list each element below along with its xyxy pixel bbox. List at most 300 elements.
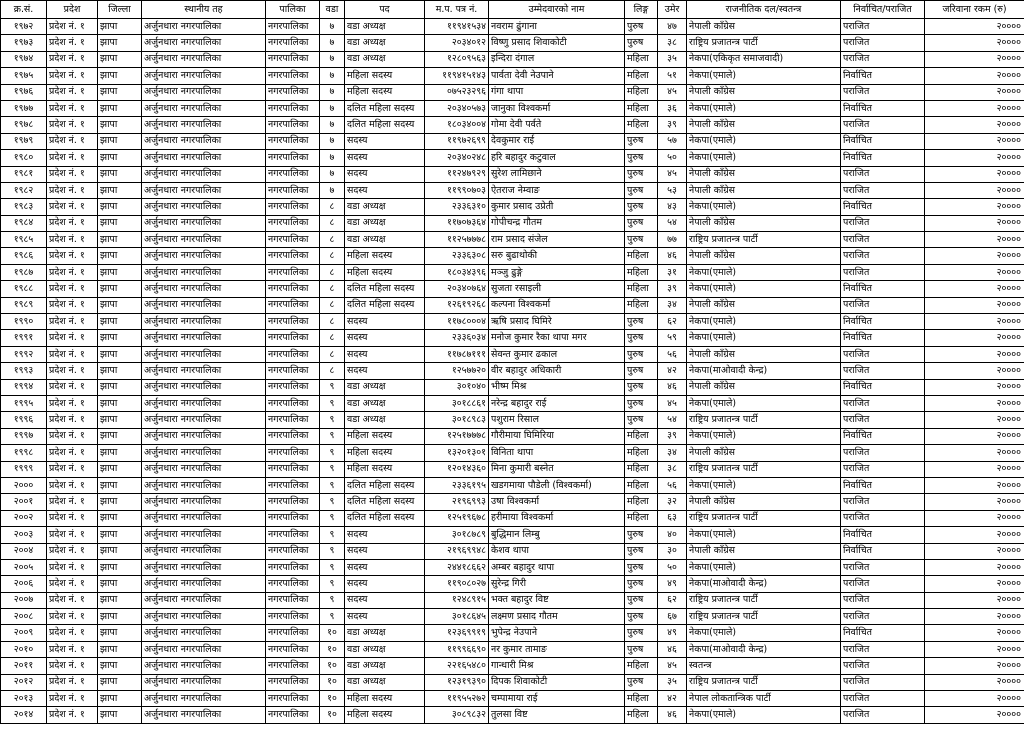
cell-gender: पुरुष (625, 150, 658, 166)
cell-province: प्रदेश नं. १ (47, 609, 98, 625)
cell-ward: ७ (320, 100, 345, 116)
cell-municipality-type: नगरपालिका (266, 35, 320, 51)
cell-party: नेपाली काँग्रेस (687, 117, 841, 133)
cell-candidate-name: हरीमाया विश्वकर्मा (489, 510, 625, 526)
header-fine-amount: जरिवाना रकम (रु) (925, 1, 1024, 19)
cell-party: नेकपा(एमाले) (687, 264, 841, 280)
cell-candidate-name: राम प्रसाद संजेल (489, 232, 625, 248)
cell-district: झापा (98, 314, 142, 330)
cell-result: निर्वाचित (841, 68, 925, 84)
cell-local-level: अर्जुनधारा नगरपालिका (142, 314, 266, 330)
cell-gender: पुरुष (625, 412, 658, 428)
cell-gender: पुरुष (625, 363, 658, 379)
cell-post: दलित महिला सदस्य (345, 281, 425, 297)
cell-ward: ९ (320, 559, 345, 575)
cell-party: नेपाली काँग्रेस (687, 248, 841, 264)
cell-candidate-name: ऐतराज नेम्वाङ (489, 182, 625, 198)
cell-ward: ९ (320, 543, 345, 559)
cell-party: नेकपा(एमाले) (687, 68, 841, 84)
cell-ward: ९ (320, 576, 345, 592)
cell-province: प्रदेश नं. १ (47, 232, 98, 248)
cell-local-level: अर्जुनधारा नगरपालिका (142, 182, 266, 198)
table-row (1, 592, 1024, 608)
cell-province: प्रदेश नं. १ (47, 674, 98, 690)
cell-result: पराजित (841, 707, 925, 723)
cell-municipality-type: नगरपालिका (266, 19, 320, 35)
cell-district: झापा (98, 363, 142, 379)
cell-fine-amount: २०००० (925, 658, 1024, 674)
cell-ward: ८ (320, 215, 345, 231)
cell-municipality-type: नगरपालिका (266, 445, 320, 461)
cell-age: ५० (658, 559, 687, 575)
cell-serial: १९८५ (1, 232, 47, 248)
cell-candidate-name: मनोज कुमार रैका थापा मगर (489, 330, 625, 346)
cell-party: नेकपा(एमाले) (687, 330, 841, 346)
cell-municipality-type: नगरपालिका (266, 379, 320, 395)
cell-party: नेकपा(एमाले) (687, 100, 841, 116)
cell-local-level: अर्जुनधारा नगरपालिका (142, 297, 266, 313)
table-row (1, 215, 1024, 231)
cell-gender: पुरुष (625, 641, 658, 657)
cell-municipality-type: नगरपालिका (266, 412, 320, 428)
cell-district: झापा (98, 346, 142, 362)
cell-fine-amount: २०००० (925, 264, 1024, 280)
cell-ward: ८ (320, 281, 345, 297)
cell-nomination-no: ३०१८६४५ (425, 609, 489, 625)
cell-ward: १० (320, 674, 345, 690)
cell-serial: २००१ (1, 494, 47, 510)
cell-age: ६७ (658, 609, 687, 625)
table-row (1, 674, 1024, 690)
cell-local-level: अर्जुनधारा नगरपालिका (142, 609, 266, 625)
cell-municipality-type: नगरपालिका (266, 346, 320, 362)
cell-ward: ९ (320, 609, 345, 625)
cell-post: महिला सदस्य (345, 461, 425, 477)
cell-age: ४६ (658, 379, 687, 395)
cell-nomination-no: ११९९०७०३ (425, 182, 489, 198)
cell-serial: १९९६ (1, 412, 47, 428)
header-gender: लिङ्ग (625, 1, 658, 19)
cell-post: सदस्य (345, 314, 425, 330)
table-row (1, 35, 1024, 51)
cell-candidate-name: विनिता थापा (489, 445, 625, 461)
table-row (1, 527, 1024, 543)
cell-age: ३९ (658, 428, 687, 444)
cell-local-level: अर्जुनधारा नगरपालिका (142, 150, 266, 166)
cell-party: नेकपा(माओवादी केन्द्र) (687, 363, 841, 379)
cell-province: प्रदेश नं. १ (47, 658, 98, 674)
cell-nomination-no: २१९६९९३ (425, 494, 489, 510)
cell-province: प्रदेश नं. १ (47, 494, 98, 510)
cell-gender: पुरुष (625, 559, 658, 575)
table-row (1, 461, 1024, 477)
cell-result: पराजित (841, 35, 925, 51)
cell-municipality-type: नगरपालिका (266, 330, 320, 346)
cell-local-level: अर्जुनधारा नगरपालिका (142, 494, 266, 510)
cell-municipality-type: नगरपालिका (266, 559, 320, 575)
cell-ward: ७ (320, 68, 345, 84)
table-row (1, 477, 1024, 493)
cell-gender: पुरुष (625, 199, 658, 215)
cell-gender: महिला (625, 428, 658, 444)
cell-municipality-type: नगरपालिका (266, 199, 320, 215)
cell-nomination-no: २३३६३१० (425, 199, 489, 215)
cell-serial: २००५ (1, 559, 47, 575)
cell-district: झापा (98, 166, 142, 182)
cell-local-level: अर्जुनधारा नगरपालिका (142, 51, 266, 67)
cell-nomination-no: १२५१७७७८ (425, 428, 489, 444)
cell-gender: महिला (625, 297, 658, 313)
cell-age: ३५ (658, 674, 687, 690)
cell-candidate-name: बुद्धिमान लिम्बु (489, 527, 625, 543)
cell-candidate-name: भीष्म मिश्र (489, 379, 625, 395)
cell-province: प्रदेश नं. १ (47, 100, 98, 116)
cell-party: नेपाली काँग्रेस (687, 19, 841, 35)
cell-nomination-no: ११२४७९२९ (425, 166, 489, 182)
cell-municipality-type: नगरपालिका (266, 363, 320, 379)
cell-age: ३५ (658, 51, 687, 67)
cell-post: वडा अध्यक्ष (345, 395, 425, 411)
cell-party: नेपाली काँग्रेस (687, 215, 841, 231)
cell-gender: पुरुष (625, 133, 658, 149)
cell-post: वडा अध्यक्ष (345, 215, 425, 231)
cell-post: सदस्य (345, 182, 425, 198)
cell-post: वडा अध्यक्ष (345, 658, 425, 674)
cell-municipality-type: नगरपालिका (266, 117, 320, 133)
cell-district: झापा (98, 182, 142, 198)
cell-local-level: अर्जुनधारा नगरपालिका (142, 68, 266, 84)
cell-gender: महिला (625, 51, 658, 67)
cell-candidate-name: अम्बर बहादुर थापा (489, 559, 625, 575)
cell-district: झापा (98, 248, 142, 264)
cell-fine-amount: २०००० (925, 314, 1024, 330)
cell-local-level: अर्जुनधारा नगरपालिका (142, 199, 266, 215)
cell-nomination-no: १२३६९९१९ (425, 625, 489, 641)
cell-nomination-no: १२५७७२० (425, 363, 489, 379)
cell-post: सदस्य (345, 150, 425, 166)
cell-candidate-name: सेवन्त कुमार ढकाल (489, 346, 625, 362)
cell-ward: ७ (320, 166, 345, 182)
cell-nomination-no: ३०१८८६१ (425, 395, 489, 411)
cell-candidate-name: भुपेन्द्र नेउपाने (489, 625, 625, 641)
cell-party: नेकपा(एमाले) (687, 395, 841, 411)
cell-ward: ९ (320, 428, 345, 444)
cell-district: झापा (98, 674, 142, 690)
cell-gender: महिला (625, 264, 658, 280)
cell-local-level: अर्जुनधारा नगरपालिका (142, 445, 266, 461)
cell-fine-amount: २०००० (925, 412, 1024, 428)
cell-party: नेकपा(माओवादी केन्द्र) (687, 641, 841, 657)
cell-gender: पुरुष (625, 674, 658, 690)
cell-post: वडा अध्यक्ष (345, 625, 425, 641)
cell-result: पराजित (841, 461, 925, 477)
cell-district: झापा (98, 527, 142, 543)
cell-local-level: अर्जुनधारा नगरपालिका (142, 166, 266, 182)
table-row (1, 100, 1024, 116)
cell-serial: १९७४ (1, 51, 47, 67)
cell-gender: महिला (625, 510, 658, 526)
cell-district: झापा (98, 281, 142, 297)
cell-district: झापा (98, 330, 142, 346)
cell-fine-amount: २०००० (925, 166, 1024, 182)
cell-serial: २००० (1, 477, 47, 493)
header-candidate-name: उम्मेदवारको नाम (489, 1, 625, 19)
cell-local-level: अर्जुनधारा नगरपालिका (142, 248, 266, 264)
cell-serial: २००७ (1, 592, 47, 608)
cell-party: नेकपा(एमाले) (687, 625, 841, 641)
cell-post: दलित महिला सदस्य (345, 494, 425, 510)
table-row (1, 658, 1024, 674)
cell-municipality-type: नगरपालिका (266, 232, 320, 248)
cell-candidate-name: ऋषि प्रसाद घिमिरे (489, 314, 625, 330)
cell-gender: पुरुष (625, 232, 658, 248)
cell-age: ३८ (658, 461, 687, 477)
cell-post: सदस्य (345, 133, 425, 149)
cell-gender: महिला (625, 100, 658, 116)
cell-nomination-no: ११७८०००४ (425, 314, 489, 330)
cell-nomination-no: ११९४१५१४३ (425, 68, 489, 84)
cell-district: झापा (98, 199, 142, 215)
table-row (1, 707, 1024, 723)
cell-party: स्वतन्त्र (687, 658, 841, 674)
cell-province: प्रदेश नं. १ (47, 625, 98, 641)
cell-ward: ८ (320, 264, 345, 280)
cell-result: पराजित (841, 510, 925, 526)
cell-gender: पुरुष (625, 314, 658, 330)
cell-municipality-type: नगरपालिका (266, 461, 320, 477)
cell-party: नेकपा(माओवादी केन्द्र) (687, 576, 841, 592)
cell-municipality-type: नगरपालिका (266, 592, 320, 608)
cell-province: प्रदेश नं. १ (47, 445, 98, 461)
cell-local-level: अर्जुनधारा नगरपालिका (142, 691, 266, 707)
cell-party: नेकपा(एमाले) (687, 281, 841, 297)
cell-post: सदस्य (345, 559, 425, 575)
cell-age: ३८ (658, 35, 687, 51)
cell-nomination-no: ०७५२३२९६ (425, 84, 489, 100)
table-row (1, 395, 1024, 411)
cell-ward: ८ (320, 363, 345, 379)
cell-fine-amount: २०००० (925, 346, 1024, 362)
cell-province: प्रदेश नं. १ (47, 461, 98, 477)
cell-nomination-no: ११९९६६९० (425, 641, 489, 657)
cell-result: पराजित (841, 346, 925, 362)
cell-local-level: अर्जुनधारा नगरपालिका (142, 281, 266, 297)
table-row (1, 379, 1024, 395)
table-row (1, 641, 1024, 657)
cell-province: प्रदेश नं. १ (47, 117, 98, 133)
cell-municipality-type: नगरपालिका (266, 297, 320, 313)
cell-result: पराजित (841, 592, 925, 608)
cell-candidate-name: सुजता रसाइली (489, 281, 625, 297)
cell-district: झापा (98, 35, 142, 51)
cell-result: पराजित (841, 445, 925, 461)
cell-district: झापा (98, 559, 142, 575)
table-row (1, 281, 1024, 297)
table-row (1, 346, 1024, 362)
cell-ward: ८ (320, 297, 345, 313)
cell-district: झापा (98, 297, 142, 313)
cell-district: झापा (98, 412, 142, 428)
header-municipality-type: पालिका (266, 1, 320, 19)
cell-fine-amount: २०००० (925, 363, 1024, 379)
cell-local-level: अर्जुनधारा नगरपालिका (142, 35, 266, 51)
cell-fine-amount: २०००० (925, 150, 1024, 166)
cell-municipality-type: नगरपालिका (266, 428, 320, 444)
cell-nomination-no: १२३१९३९० (425, 674, 489, 690)
cell-post: वडा अध्यक्ष (345, 379, 425, 395)
cell-province: प्रदेश नं. १ (47, 527, 98, 543)
cell-municipality-type: नगरपालिका (266, 166, 320, 182)
header-party: राजनीतिक दल/स्वतन्त्र (687, 1, 841, 19)
cell-result: पराजित (841, 559, 925, 575)
cell-district: झापा (98, 609, 142, 625)
cell-serial: १९७७ (1, 100, 47, 116)
table-row (1, 264, 1024, 280)
cell-municipality-type: नगरपालिका (266, 264, 320, 280)
cell-province: प्रदेश नं. १ (47, 68, 98, 84)
cell-result: पराजित (841, 19, 925, 35)
cell-municipality-type: नगरपालिका (266, 68, 320, 84)
cell-age: ७७ (658, 232, 687, 248)
table-header-row (1, 1, 1024, 19)
cell-district: झापा (98, 543, 142, 559)
cell-post: वडा अध्यक्ष (345, 232, 425, 248)
cell-gender: महिला (625, 68, 658, 84)
cell-province: प्रदेश नं. १ (47, 428, 98, 444)
cell-result: पराजित (841, 494, 925, 510)
cell-result: पराजित (841, 658, 925, 674)
cell-age: ४२ (658, 691, 687, 707)
cell-serial: १९८८ (1, 281, 47, 297)
cell-party: नेकपा(एकिकृत समाजवादी) (687, 51, 841, 67)
cell-candidate-name: मिना कुमारी बस्नेत (489, 461, 625, 477)
cell-party: राष्ट्रिय प्रजातन्त्र पार्टी (687, 232, 841, 248)
cell-municipality-type: नगरपालिका (266, 510, 320, 526)
cell-age: ६२ (658, 592, 687, 608)
cell-candidate-name: पार्वता देवी नेउपाने (489, 68, 625, 84)
cell-party: नेपाली काँग्रेस (687, 346, 841, 362)
cell-party: नेपाली काँग्रेस (687, 494, 841, 510)
cell-serial: १९८६ (1, 248, 47, 264)
cell-local-level: अर्जुनधारा नगरपालिका (142, 19, 266, 35)
cell-district: झापा (98, 592, 142, 608)
cell-local-level: अर्जुनधारा नगरपालिका (142, 527, 266, 543)
cell-result: निर्वाचित (841, 625, 925, 641)
cell-party: राष्ट्रिय प्रजातन्त्र पार्टी (687, 510, 841, 526)
cell-nomination-no: ११७०७३६४ (425, 215, 489, 231)
cell-age: ४५ (658, 395, 687, 411)
cell-province: प्रदेश नं. १ (47, 166, 98, 182)
cell-nomination-no: ३०१०४० (425, 379, 489, 395)
cell-ward: ९ (320, 379, 345, 395)
header-district: जिल्ला (98, 1, 142, 19)
cell-fine-amount: २०००० (925, 297, 1024, 313)
cell-candidate-name: लक्ष्मण प्रसाद गौतम (489, 609, 625, 625)
cell-age: ३२ (658, 494, 687, 510)
cell-gender: पुरुष (625, 330, 658, 346)
cell-serial: २०११ (1, 658, 47, 674)
cell-party: नेकपा(एमाले) (687, 150, 841, 166)
cell-party: नेकपा(एमाले) (687, 428, 841, 444)
cell-nomination-no: ११७८७१११ (425, 346, 489, 362)
cell-province: प्रदेश नं. १ (47, 215, 98, 231)
cell-nomination-no: १८०३४३९६ (425, 264, 489, 280)
cell-fine-amount: २०००० (925, 576, 1024, 592)
cell-gender: महिला (625, 494, 658, 510)
cell-district: झापा (98, 379, 142, 395)
cell-fine-amount: २०००० (925, 592, 1024, 608)
cell-gender: महिला (625, 461, 658, 477)
cell-nomination-no: ११९५५२७२ (425, 691, 489, 707)
cell-local-level: अर्जुनधारा नगरपालिका (142, 395, 266, 411)
cell-party: नेकपा(एमाले) (687, 477, 841, 493)
cell-party: नेकपा(एमाले) (687, 707, 841, 723)
cell-serial: २००३ (1, 527, 47, 543)
cell-serial: १९९९ (1, 461, 47, 477)
cell-nomination-no: १२०१४३६० (425, 461, 489, 477)
cell-post: महिला सदस्य (345, 707, 425, 723)
cell-ward: ७ (320, 35, 345, 51)
cell-post: दलित महिला सदस्य (345, 117, 425, 133)
cell-ward: ९ (320, 412, 345, 428)
cell-result: निर्वाचित (841, 100, 925, 116)
cell-candidate-name: उषा विश्वकर्मा (489, 494, 625, 510)
cell-province: प्रदेश नं. १ (47, 510, 98, 526)
cell-fine-amount: २०००० (925, 707, 1024, 723)
cell-ward: ८ (320, 314, 345, 330)
cell-local-level: अर्जुनधारा नगरपालिका (142, 84, 266, 100)
cell-post: सदस्य (345, 592, 425, 608)
cell-province: प्रदेश नं. १ (47, 363, 98, 379)
cell-gender: महिला (625, 707, 658, 723)
cell-age: ४६ (658, 641, 687, 657)
cell-candidate-name: गंगा थापा (489, 84, 625, 100)
cell-ward: ७ (320, 150, 345, 166)
cell-post: महिला सदस्य (345, 68, 425, 84)
cell-candidate-name: गोपीचन्द्र गौतम (489, 215, 625, 231)
cell-municipality-type: नगरपालिका (266, 527, 320, 543)
cell-fine-amount: २०००० (925, 330, 1024, 346)
cell-municipality-type: नगरपालिका (266, 133, 320, 149)
cell-municipality-type: नगरपालिका (266, 182, 320, 198)
cell-serial: १९९१ (1, 330, 47, 346)
cell-party: नेपाली काँग्रेस (687, 182, 841, 198)
cell-municipality-type: नगरपालिका (266, 494, 320, 510)
cell-ward: ८ (320, 232, 345, 248)
cell-age: ३० (658, 543, 687, 559)
cell-nomination-no: ११९०८०२७ (425, 576, 489, 592)
cell-result: निर्वाचित (841, 199, 925, 215)
cell-local-level: अर्जुनधारा नगरपालिका (142, 576, 266, 592)
cell-nomination-no: २३३६१९५ (425, 477, 489, 493)
cell-nomination-no: १३२०१३०१ (425, 445, 489, 461)
cell-age: ५६ (658, 346, 687, 362)
cell-ward: ७ (320, 84, 345, 100)
cell-municipality-type: नगरपालिका (266, 314, 320, 330)
cell-post: वडा अध्यक्ष (345, 35, 425, 51)
cell-post: दलित महिला सदस्य (345, 477, 425, 493)
cell-result: पराजित (841, 248, 925, 264)
cell-fine-amount: २०००० (925, 609, 1024, 625)
cell-district: झापा (98, 133, 142, 149)
table-row (1, 543, 1024, 559)
table-row (1, 625, 1024, 641)
cell-ward: १० (320, 707, 345, 723)
cell-ward: १० (320, 658, 345, 674)
cell-post: वडा अध्यक्ष (345, 199, 425, 215)
cell-gender: महिला (625, 84, 658, 100)
table-row (1, 232, 1024, 248)
